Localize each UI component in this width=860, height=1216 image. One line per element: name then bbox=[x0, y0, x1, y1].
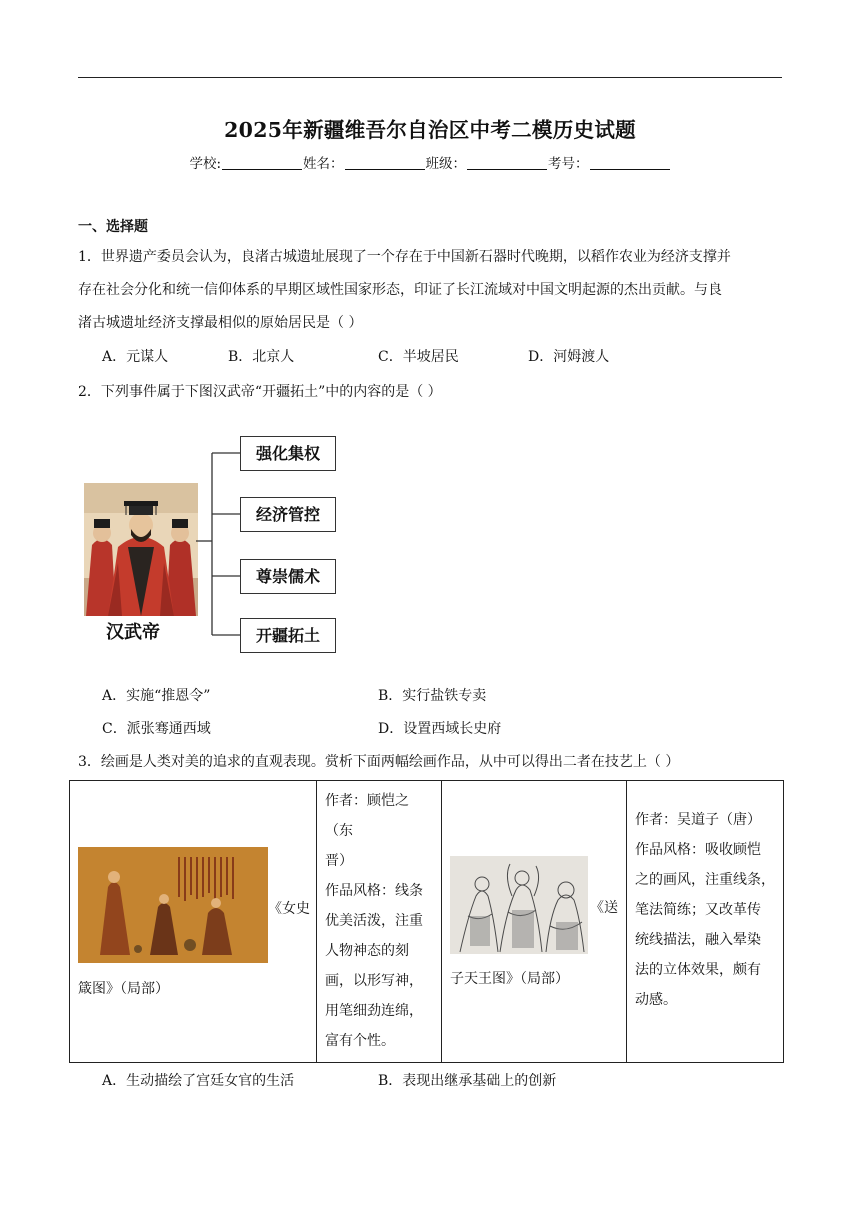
work2-cell bbox=[442, 781, 627, 1063]
q1-line-3: 渚古城遗址经济支撑最相似的原始居民是（ ） bbox=[78, 315, 363, 331]
work2-desc-line: 动感。 bbox=[635, 992, 677, 1008]
section-title: 一、选择题 bbox=[78, 219, 148, 235]
work1-cell bbox=[70, 781, 317, 1063]
emperor-wu-portrait bbox=[84, 483, 198, 616]
q2-stem: 2．下列事件属于下图汉武帝“开疆拓土”中的内容的是（ ） bbox=[78, 384, 442, 400]
q2-option-c[interactable]: C．派张骞通西域 bbox=[102, 721, 211, 737]
diagram-connector bbox=[196, 430, 246, 655]
q3-comparison-table bbox=[69, 780, 784, 1063]
q1-option-a[interactable]: A．元谋人 bbox=[102, 349, 169, 365]
q1-option-d[interactable]: D．河姆渡人 bbox=[528, 349, 610, 365]
q1-line-2: 存在社会分化和统一信仰体系的早期区域性国家形态，印证了长江流域对中国文明起源的杰出贡献。与良 bbox=[78, 282, 722, 298]
header-rule bbox=[78, 77, 782, 78]
work2-desc-line: 作者：吴道子（唐） bbox=[635, 812, 761, 828]
work1-desc-line: 作者：顾恺之（东 bbox=[325, 793, 409, 839]
q2-option-b[interactable]: B．实行盐铁专卖 bbox=[378, 688, 487, 704]
work1-desc-line: 作品风格：线条 bbox=[325, 883, 423, 899]
student-info-line bbox=[0, 152, 860, 172]
diagram-caption: 汉武帝 bbox=[106, 622, 160, 643]
work1-desc-line: 人物神态的刻 bbox=[325, 943, 409, 959]
work1-desc-line: 富有个性。 bbox=[325, 1033, 395, 1049]
q1-option-b[interactable]: B．北京人 bbox=[228, 349, 295, 365]
school-blank[interactable] bbox=[222, 157, 302, 170]
work2-desc-line: 统线描法，融入晕染 bbox=[635, 932, 761, 948]
q3-option-b[interactable]: B．表现出继承基础上的创新 bbox=[378, 1073, 557, 1089]
q1-line-1: 1．世界遗产委员会认为，良渚古城遗址展现了一个存在于中国新石器时代晚期，以稻作农业为经济支撑并 bbox=[78, 249, 731, 265]
work2-desc-line: 笔法简练；又改革传 bbox=[635, 902, 761, 918]
work2-desc-line: 之的画风，注重线条， bbox=[635, 872, 775, 888]
work2-title-b: 子天王图》（局部） bbox=[450, 971, 569, 987]
q2-option-d[interactable]: D．设置西域长史府 bbox=[378, 721, 502, 737]
work1-title-b: 箴图》（局部） bbox=[78, 981, 169, 997]
work1-desc-line: 画，以形写神， bbox=[325, 973, 423, 989]
q3-stem: 3．绘画是人类对美的追求的直观表现。赏析下面两幅绘画作品，从中可以得出二者在技艺上（ ） bbox=[78, 754, 680, 770]
work2-desc-line: 法的立体效果，颇有 bbox=[635, 962, 761, 978]
work2-desc-line: 作品风格：吸收顾恺 bbox=[635, 842, 761, 858]
class-label: 班级： bbox=[425, 156, 467, 172]
songzi-tianwang-painting bbox=[450, 856, 588, 954]
work1-desc-line: 晋） bbox=[325, 853, 353, 869]
school-label: 学校: bbox=[189, 156, 222, 172]
diagram-box-confucianism: 尊崇儒术 bbox=[240, 559, 336, 594]
work1-title-a: 《女史 bbox=[268, 901, 310, 917]
q3-option-a[interactable]: A．生动描绘了宫廷女官的生活 bbox=[102, 1073, 295, 1089]
diagram-box-economy: 经济管控 bbox=[240, 497, 336, 532]
class-blank[interactable] bbox=[467, 157, 547, 170]
diagram-box-centralization: 强化集权 bbox=[240, 436, 336, 471]
q2-option-a[interactable]: A．实施“推恩令” bbox=[102, 688, 211, 704]
diagram-box-expansion: 开疆拓土 bbox=[240, 618, 336, 653]
id-label: 考号： bbox=[548, 156, 589, 172]
work1-desc-line: 优美活泼，注重 bbox=[325, 913, 423, 929]
page-title: 2025年新疆维吾尔自治区中考二模历史试题 bbox=[224, 118, 636, 142]
work1-description-cell bbox=[317, 781, 442, 1063]
work2-description-cell bbox=[627, 781, 784, 1063]
name-blank[interactable] bbox=[345, 157, 425, 170]
nushi-zhen-painting bbox=[78, 847, 268, 963]
name-label: 姓名： bbox=[303, 156, 344, 172]
work1-desc-line: 用笔细劲连绵， bbox=[325, 1003, 423, 1019]
work2-title-a: 《送 bbox=[590, 900, 618, 916]
q1-option-c[interactable]: C．半坡居民 bbox=[378, 349, 459, 365]
id-blank[interactable] bbox=[590, 157, 670, 170]
